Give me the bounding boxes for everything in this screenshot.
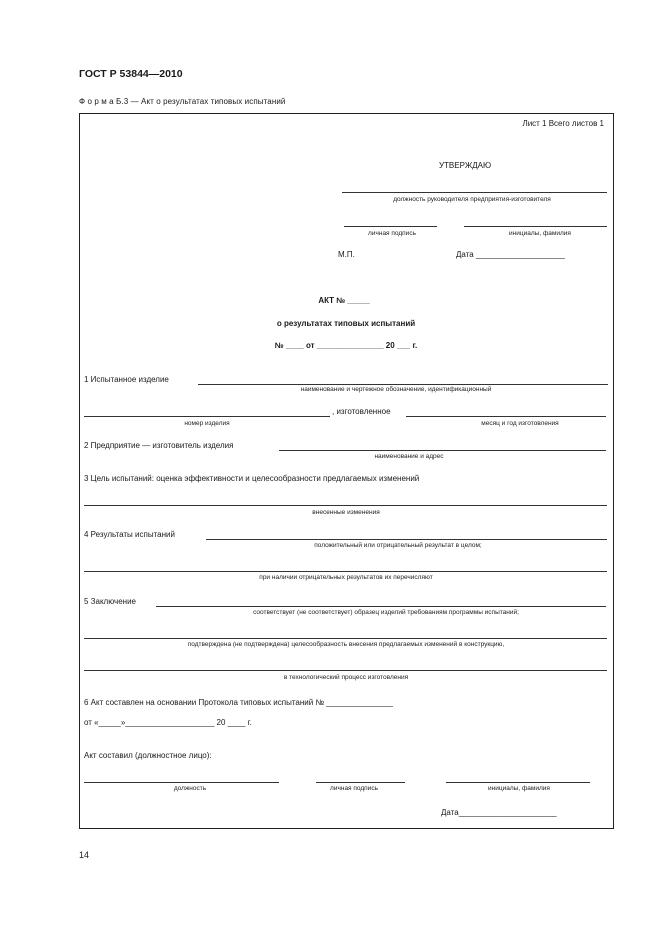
page-number: 14 bbox=[79, 850, 90, 860]
final-initials-line[interactable] bbox=[446, 782, 590, 783]
item3-caption: внесенные изменения bbox=[312, 509, 380, 516]
item5-caption-3: в технологический процесс изготовления bbox=[283, 674, 409, 681]
approve-heading: УТВЕРЖДАЮ bbox=[438, 161, 492, 170]
item5-line-3[interactable] bbox=[84, 670, 607, 671]
head-position-line[interactable] bbox=[342, 192, 607, 193]
item4-line-2[interactable] bbox=[84, 571, 607, 572]
act-subject: о результатах типовых испытаний bbox=[276, 319, 416, 328]
position-caption: должность bbox=[173, 785, 207, 792]
head-position-caption: должность руководителя предприятия-изготовителя bbox=[393, 196, 551, 203]
item5-caption-2: подтверждена (не подтверждена) целесообразность внесения предлагаемых изменений в конструкцию, bbox=[187, 641, 505, 648]
month-year-line[interactable] bbox=[406, 416, 606, 417]
approve-date: Дата ____________________ bbox=[456, 250, 565, 259]
stamp-label: М.П. bbox=[338, 250, 355, 259]
head-initials-caption: инициалы, фамилия bbox=[509, 230, 571, 237]
item1-line[interactable] bbox=[198, 384, 608, 385]
item4-caption-2: при наличии отрицательных результатов их перечисляют bbox=[259, 574, 433, 581]
item3-line[interactable] bbox=[84, 505, 607, 506]
final-signature-line[interactable] bbox=[316, 782, 405, 783]
item-number-caption: номер изделия bbox=[184, 420, 230, 427]
item-number-line[interactable] bbox=[84, 416, 330, 417]
final-signature-caption: личная подпись bbox=[330, 785, 378, 792]
item6-text: 6 Акт составлен на основании Протокола типовых испытаний № _______________ bbox=[84, 698, 393, 707]
item1-caption: наименование и чертежное обозначение, идентификационный bbox=[300, 386, 492, 393]
sheet-count: Лист 1 Всего листов 1 bbox=[522, 119, 604, 128]
item2-line[interactable] bbox=[279, 450, 606, 451]
item5-line[interactable] bbox=[156, 606, 606, 607]
compiled-by-label: Акт составил (должностное лицо): bbox=[84, 751, 212, 760]
item4-line[interactable] bbox=[206, 539, 607, 540]
act-number: АКТ № _____ bbox=[318, 296, 370, 305]
item1-label: 1 Испытанное изделие bbox=[84, 375, 169, 384]
standard-title: ГОСТ Р 53844—2010 bbox=[79, 68, 183, 80]
item6-date: от «_____»____________________ 20 ____ г. bbox=[84, 718, 252, 727]
item3-text: 3 Цель испытаний: оценка эффективности и целесообразности предлагаемых изменений bbox=[84, 474, 420, 483]
month-year-caption: месяц и год изготовления bbox=[481, 420, 559, 427]
head-signature-caption: личная подпись bbox=[368, 230, 416, 237]
head-initials-line[interactable] bbox=[464, 226, 607, 227]
head-signature-line[interactable] bbox=[344, 226, 437, 227]
form-caption: Ф о р м а Б.3 — Акт о результатах типовых испытаний bbox=[79, 97, 286, 106]
final-initials-caption: инициалы, фамилия bbox=[488, 785, 550, 792]
act-form-frame bbox=[79, 113, 614, 829]
manufactured-label: , изготовленное bbox=[332, 407, 391, 416]
item5-caption: соответствует (не соответствует) образец изделий требованиям программы испытаний; bbox=[253, 609, 519, 616]
item2-label: 2 Предприятие — изготовитель изделия bbox=[84, 441, 234, 450]
item5-line-2[interactable] bbox=[84, 638, 607, 639]
act-date: № ____ от _______________ 20 ___ г. bbox=[274, 341, 418, 350]
item4-caption: положительный или отрицательный результат в целом; bbox=[314, 542, 482, 549]
position-line[interactable] bbox=[84, 782, 279, 783]
item4-label: 4 Результаты испытаний bbox=[84, 530, 175, 539]
item2-caption: наименование и адрес bbox=[374, 453, 444, 460]
item5-label: 5 Заключение bbox=[84, 597, 136, 606]
final-date: Дата______________________ bbox=[441, 808, 557, 817]
